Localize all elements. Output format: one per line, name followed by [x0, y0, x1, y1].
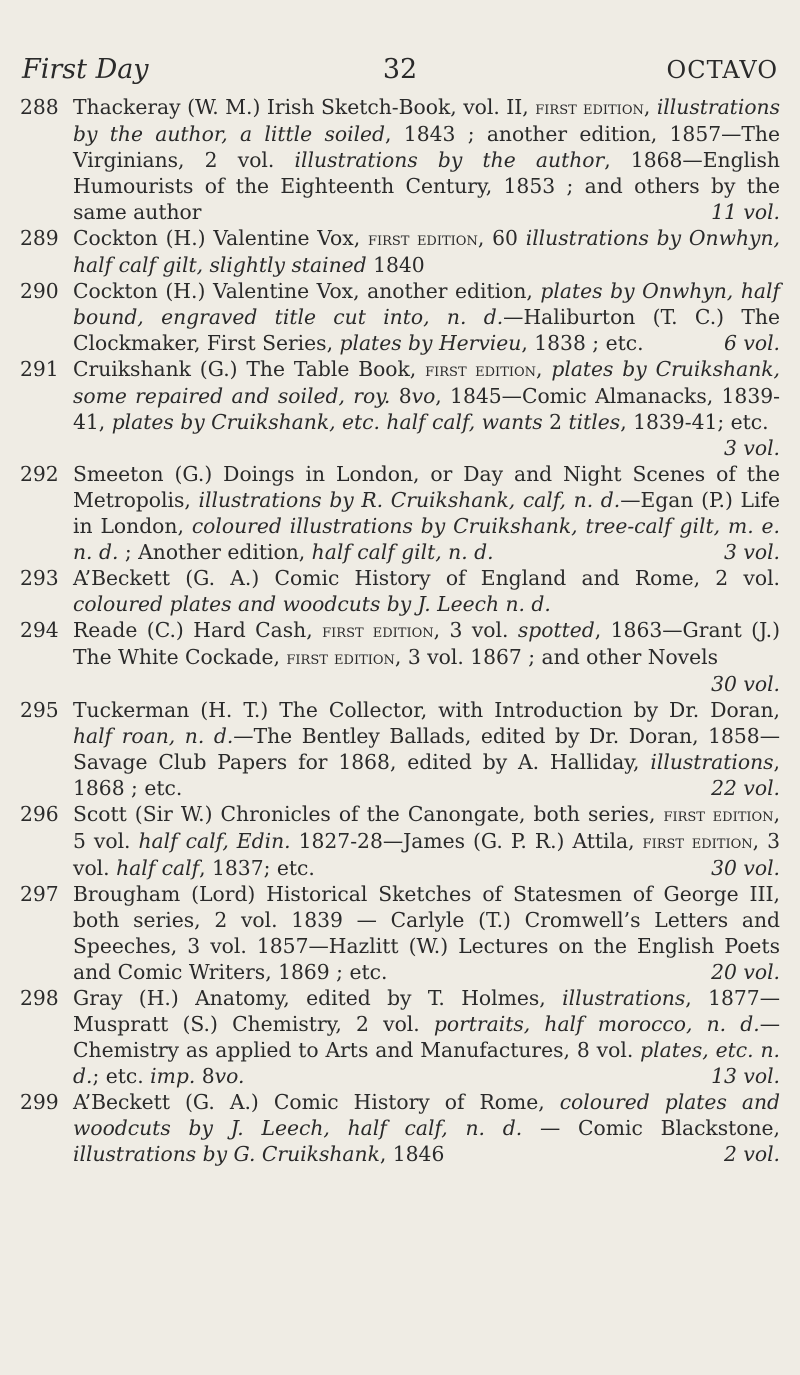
volume-count: 11 vol. [711, 200, 780, 224]
lot-entry [20, 461, 780, 565]
lot-description: Cruikshank (G.) The Table Book, first edition, plates by Cruikshank, some repaired and soiled, roy. 8vo, 1845—Comic Almanacks, 1839-41, plates by Cruikshank, etc. half calf, wants 2 titles, 1839-41; etc. 3 vol. [73, 357, 781, 460]
running-header [22, 54, 778, 90]
lot-entry [20, 881, 780, 985]
lot-description: Thackeray (W. M.) Irish Sketch-Book, vol. II, first edition, illustrations by the author, a little soiled, 1843 ; another edition, 1857—The Virginians, 2 vol. illustrations by the author, 1868—English Humourists of the Eighteenth Century, 1853 ; and others by the same author 11 vol. [73, 95, 780, 224]
lot-entry [20, 225, 780, 278]
volume-count: 3 vol. [724, 540, 780, 564]
lot-description: Scott (Sir W.) Chronicles of the Canongate, both series, first edition, 5 vol. half calf, Edin. 1827-28—James (G. P. R.) Attila, first edition, 3 vol. half calf, 1837; etc. 30 vol. [73, 802, 781, 880]
lot-number: 290 [20, 279, 59, 303]
volume-count: 30 vol. [711, 856, 780, 880]
volume-count: 20 vol. [711, 960, 780, 984]
lot-entry [20, 985, 780, 1089]
lot-description: Gray (H.) Anatomy, edited by T. Holmes, illustrations, 1877—Muspratt (S.) Chemistry, 2 vol. portraits, half morocco, n. d.—Chemistry as applied to Arts and Manufactures, 8 vol. plates, etc. n. d.; etc. imp. 8vo. 13 vol. [73, 986, 780, 1088]
lot-description: Tuckerman (H. T.) The Collector, with Introduction by Dr. Doran, half roan, n. d.—The Bentley Ballads, edited by Dr. Doran, 1858—Savage Club Papers for 1868, edited by A. Halliday, illustrations, 1868 ; etc. 22 vol. [73, 698, 780, 800]
lot-entry [20, 801, 780, 881]
volume-count: 30 vol. [711, 672, 780, 696]
lot-number: 292 [20, 462, 59, 486]
lot-number: 293 [20, 566, 59, 590]
volume-count: 2 vol. [724, 1142, 780, 1166]
lot-number: 294 [20, 618, 59, 642]
page-number: 32 [382, 54, 418, 85]
lot-description: Reade (C.) Hard Cash, first edition, 3 vol. spotted, 1863—Grant (J.) The White Cockade, first edition, 3 vol. 1867 ; and other Novels 30 vol. [73, 618, 781, 696]
lot-number: 288 [20, 95, 59, 119]
volume-count: 13 vol. [711, 1064, 780, 1088]
lot-description: Cockton (H.) Valentine Vox, first edition, 60 illustrations by Onwhyn, half calf gilt, slightly stained 1840 [73, 226, 780, 277]
lot-description: Brougham (Lord) Historical Sketches of Statesmen of George III, both series, 2 vol. 1839 — Carlyle (T.) Cromwell’s Letters and Speeches, 3 vol. 1857—Hazlitt (W.) Lectures on the English Poets and Comic Writers, 1869 ; etc. 20 vol. [73, 882, 780, 984]
lot-entry [20, 565, 780, 617]
lot-description: A’Beckett (G. A.) Comic History of England and Rome, 2 vol. coloured plates and woodcuts by J. Leech n. d. [73, 566, 780, 616]
lot-entry [20, 278, 780, 356]
lot-number: 299 [20, 1090, 59, 1114]
lot-description: A’Beckett (G. A.) Comic History of Rome, coloured plates and woodcuts by J. Leech, half calf, n. d. — Comic Blackstone, illustrations by G. Cruikshank, 1846 2 vol. [73, 1090, 780, 1166]
lot-description: Cockton (H.) Valentine Vox, another edition, plates by Onwhyn, half bound, engraved title cut into, n. d.—Haliburton (T. C.) The Clockmaker, First Series, plates by Hervieu, 1838 ; etc. 6 vol. [73, 279, 780, 355]
lot-number: 289 [20, 226, 59, 250]
header-day: First Day [22, 54, 149, 85]
lot-number: 291 [20, 357, 59, 381]
lot-entry [20, 697, 780, 801]
lot-entry [20, 94, 780, 225]
lot-number: 298 [20, 986, 59, 1010]
lot-number: 297 [20, 882, 59, 906]
volume-count: 3 vol. [724, 436, 780, 460]
volume-count: 6 vol. [724, 331, 780, 355]
lot-number: 295 [20, 698, 59, 722]
lot-list [20, 94, 780, 1167]
lot-number: 296 [20, 802, 59, 826]
lot-description: Smeeton (G.) Doings in London, or Day and Night Scenes of the Metropolis, illustrations by R. Cruikshank, calf, n. d.—Egan (P.) Life in London, coloured illustrations by Cruikshank, tree-calf gilt, m. e. n. d. ; Another edition, half calf gilt, n. d. 3 vol. [73, 462, 781, 564]
header-format: OCTAVO [666, 56, 778, 84]
lot-entry [20, 617, 780, 697]
lot-entry [20, 356, 780, 461]
lot-entry [20, 1089, 780, 1167]
volume-count: 22 vol. [711, 776, 780, 800]
